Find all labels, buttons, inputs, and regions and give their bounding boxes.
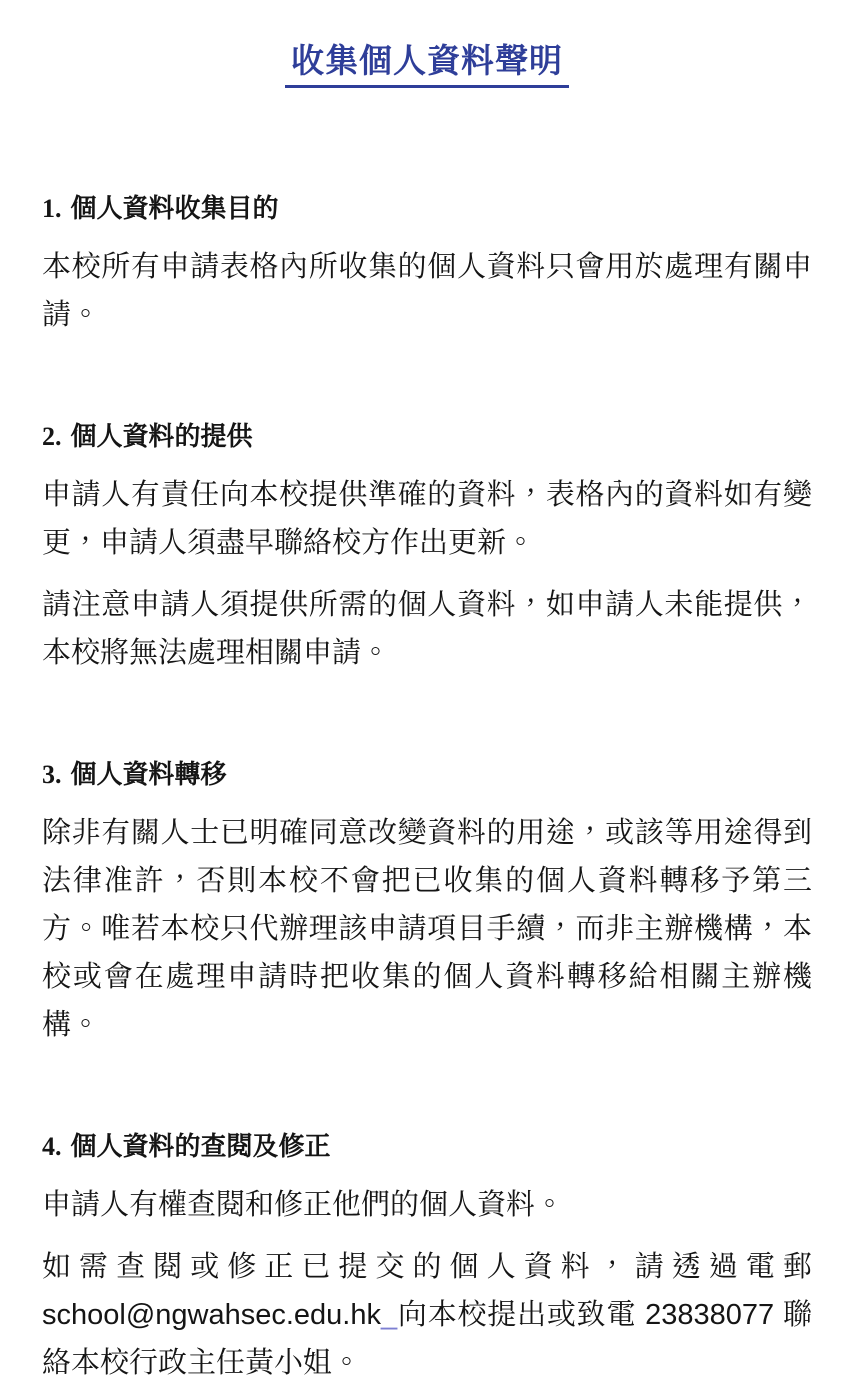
title-row [42,21,812,111]
section-number: 4. [42,1131,62,1161]
section-heading [42,757,812,792]
section-heading [42,191,812,226]
section-heading-text: 個人資料的提供 [70,420,253,451]
section-number: 3. [42,759,62,789]
section-heading [42,1129,812,1164]
section-provision-of-data [42,419,812,677]
section-number: 1. [42,193,62,223]
contact-paragraph [42,1243,812,1387]
section-heading [42,419,812,454]
section-paragraph: 請注意申請人須提供所需的個人資料，如申請人未能提供，本校將無法處理相關申請。 [42,588,812,669]
email-link-underline-mark: _ [380,1298,398,1331]
section-purpose-of-collection [42,191,812,339]
section-heading-text: 個人資料收集目的 [70,192,279,223]
section-number: 2. [42,421,62,451]
section-paragraph: 除非有關人士已明確同意改變資料的用途，或該等用途得到法律准許，否則本校不會把已收集的個人資料轉移予第三方。唯若本校只代辦理該申請項目手續，而非主辦機構，本校或會在處理申請時把收集的個人資料轉移給相關主辦機構。 [42,816,812,1041]
school-email-link[interactable]: school@ngwahsec.edu.hk [42,1298,381,1331]
section-paragraph: 申請人有責任向本校提供準確的資料，表格內的資料如有變更，申請人須盡早聯絡校方作出更新。 [42,478,812,559]
section-paragraph: 本校所有申請表格內所收集的個人資料只會用於處理有關申請。 [42,250,812,331]
section-transfer-of-data [42,757,812,1049]
section-access-and-correction [42,1129,812,1387]
contact-text-after-email: 向本校提出或致電 23838077 聯絡本校行政主任黃小姐。 [42,1298,812,1379]
section-heading-text: 個人資料轉移 [70,758,227,789]
page-title: 收集個人資料聲明 [285,43,569,88]
section-heading-text: 個人資料的查閱及修正 [70,1130,331,1161]
section-paragraph: 申請人有權查閱和修正他們的個人資料。 [42,1188,565,1221]
contact-text-before-email: 如需查閱或修正已提交的個人資料，請透過電郵 [42,1250,812,1283]
